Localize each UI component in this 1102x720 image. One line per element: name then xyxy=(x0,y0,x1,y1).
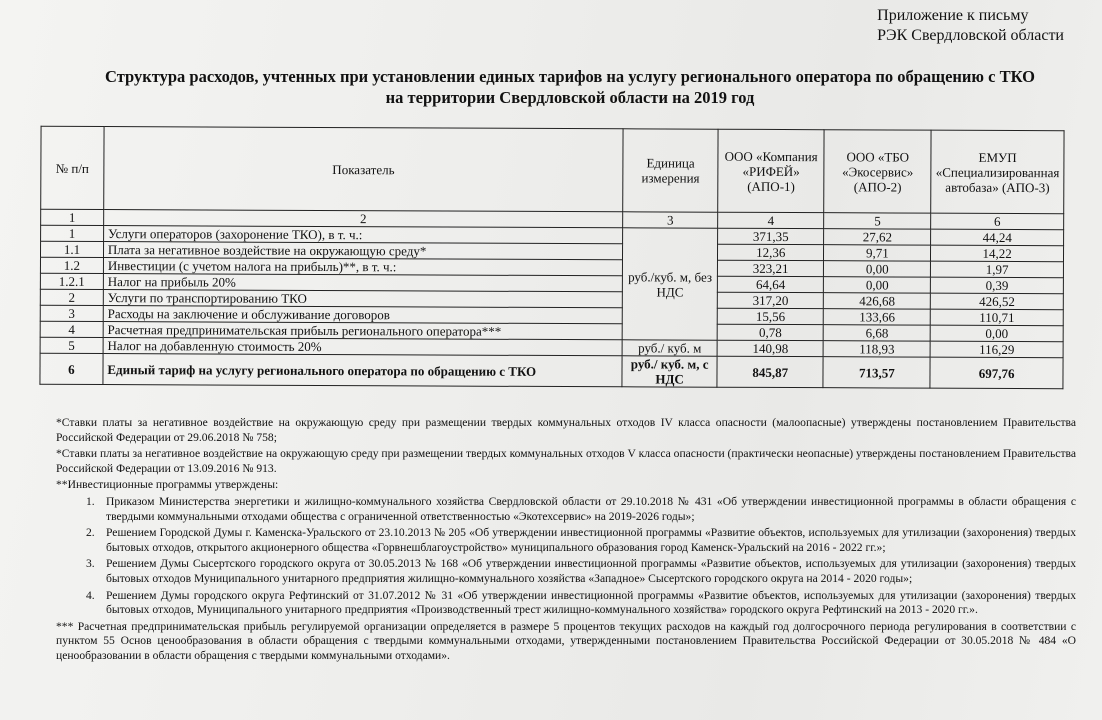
row-num: 2 xyxy=(40,289,103,305)
list-item-number: 1. xyxy=(86,494,95,508)
list-item-number: 4. xyxy=(86,588,95,602)
value-apo2: 6,68 xyxy=(824,325,931,341)
value-apo2: 713,57 xyxy=(823,357,930,388)
value-apo3: 426,52 xyxy=(931,293,1064,310)
value-apo1: 317,20 xyxy=(717,292,823,308)
value-apo3: 1,97 xyxy=(931,261,1064,278)
list-item-number: 2. xyxy=(86,526,95,540)
value-apo2: 9,71 xyxy=(824,245,931,261)
value-apo3: 110,71 xyxy=(931,309,1064,326)
appendix-note xyxy=(877,6,1064,46)
value-apo3: 0,39 xyxy=(931,277,1064,294)
value-apo1: 0,78 xyxy=(717,324,823,340)
value-apo1: 64,64 xyxy=(717,276,823,292)
value-apo1: 323,21 xyxy=(718,260,824,276)
value-apo3: 697,76 xyxy=(930,357,1063,389)
header-indicator: Показатель xyxy=(104,127,624,212)
row-indicator: Плата за негативное воздействие на окружающую среду* xyxy=(103,242,622,260)
value-apo3: 0,00 xyxy=(930,325,1063,342)
row-indicator: Налог на добавленную стоимость 20% xyxy=(103,338,622,356)
row-indicator: Налог на прибыль 20% xyxy=(103,274,622,292)
index-cell: 5 xyxy=(824,213,931,229)
index-cell: 6 xyxy=(931,213,1064,230)
row-unit: руб./ куб. м xyxy=(622,340,717,356)
total-row xyxy=(40,353,1063,388)
footnote-4: *** Расчетная предпринимательская прибыль регулируемой организации определяется в размере 5 процентов текущих расходов на каждый год долгосрочного периода регулирования в соответствии с пунктом 55 Основ ценообразования в области обращения с твердыми коммунальными отходами, утвержденными постановлением Правительства Российской Федерации от 30.05.2018 № 484 «О ценообразовании в области обращения с твердыми коммунальными отходами». xyxy=(56,619,1076,662)
index-cell: 1 xyxy=(41,209,104,225)
row-num: 1.1 xyxy=(40,241,103,257)
row-unit: руб./ куб. м, с НДС xyxy=(622,356,717,387)
value-apo2: 0,00 xyxy=(824,277,931,293)
header-num: № п/п xyxy=(41,126,104,209)
row-num: 1.2 xyxy=(40,257,103,273)
list-item xyxy=(56,589,1076,618)
value-apo3: 116,29 xyxy=(930,341,1063,358)
row-indicator: Услуги по транспортированию ТКО xyxy=(103,290,622,308)
value-apo1: 371,35 xyxy=(718,228,824,244)
value-apo1: 15,56 xyxy=(717,308,823,324)
header-apo2: ООО «ТБО «Экосервис» (АПО-2) xyxy=(824,130,931,213)
appendix-line-1: Приложение к письму xyxy=(877,7,1029,24)
index-cell: 2 xyxy=(104,210,623,228)
list-item xyxy=(56,495,1076,524)
row-indicator: Расходы на заключение и обслуживание договоров xyxy=(103,306,622,324)
value-apo1: 845,87 xyxy=(717,356,823,387)
row-num: 3 xyxy=(40,305,103,321)
index-cell: 3 xyxy=(623,212,718,228)
row-num: 6 xyxy=(40,353,103,384)
list-item-text: Решением Думы Сысертского городского округа от 30.05.2013 № 168 «Об утверждении инвестиционной программы «Развитие объектов, используемых для утилизации (захоронения) твердых бытовых отходов Муниципального унитарного предприятия жилищно-коммунального хозяйства «Западное» Сысертского городского округа на 2014 - 2020 годы»; xyxy=(106,557,1076,585)
footnote-1: *Ставки платы за негативное воздействие на окружающую среду при размещении твердых коммунальных отходов IV класса опасности (малоопасные) утверждены постановлением Правительства Российской Федерации от 29.06.2018 № 758; xyxy=(56,416,1076,444)
row-num: 4 xyxy=(40,321,103,337)
list-item xyxy=(56,557,1076,586)
tariff-table xyxy=(39,126,1064,389)
list-item-text: Приказом Министерства энергетики и жилищно-коммунального хозяйства Свердловской области от 29.10.2018 № 431 «Об утверждении инвестиционной программы в области обращения с твердыми коммунальными отходами общества с ограниченной ответственностью «Экотехсервис» на 2019-2026 годы»; xyxy=(106,494,1076,523)
value-apo2: 133,66 xyxy=(824,309,931,325)
row-indicator: Единый тариф на услугу регионального оператора по обращению с ТКО xyxy=(103,354,622,387)
row-indicator: Расчетная предпринимательская прибыль регионального оператора*** xyxy=(103,322,622,340)
footnotes xyxy=(56,416,1076,666)
row-num: 1 xyxy=(41,225,104,241)
program-list xyxy=(56,495,1076,618)
value-apo3: 44,24 xyxy=(931,229,1064,246)
value-apo2: 27,62 xyxy=(824,229,931,245)
value-apo1: 140,98 xyxy=(717,340,823,356)
document-title: Структура расходов, учтенных при установлении единых тарифов на услугу регионального оператора по обращению с ТКО на территории Свердловской области на 2019 год xyxy=(105,67,1035,107)
appendix-line-2: РЭК Свердловской области xyxy=(877,27,1064,44)
footnote-2: *Ставки платы за негативное воздействие на окружающую среду при размещении твердых коммунальных отходов V класса опасности (практически неопасные) утверждены постановлением Правительства Российской Федерации от 13.09.2016 № 913. xyxy=(56,447,1076,475)
list-item-text: Решением Городской Думы г. Каменска-Уральского от 23.10.2013 № 205 «Об утверждении инвестиционной программы «Развитие объектов, используемых для утилизации (захоронения) твердых бытовых отходов, открытого акционерного общества «Горвнешблагоустройство» муниципального образования город Каменск-Уральский на 2016 - 2022 гг.»; xyxy=(106,526,1076,554)
row-indicator: Инвестиции (с учетом налога на прибыль)**, в т. ч.: xyxy=(103,258,622,276)
value-apo2: 0,00 xyxy=(824,261,931,277)
header-apo3: ЕМУП «Специализированная автобаза» (АПО-3) xyxy=(931,130,1064,214)
unit-merged: руб./куб. м, без НДС xyxy=(622,228,717,340)
table-header-row xyxy=(41,126,1064,213)
header-apo1: ООО «Компания «РИФЕЙ» (АПО-1) xyxy=(718,129,825,212)
value-apo2: 426,68 xyxy=(824,293,931,309)
row-num: 5 xyxy=(40,337,103,353)
row-num: 1.2.1 xyxy=(40,273,103,289)
list-item-text: Решением Думы городского округа Рефтинский от 31.07.2012 № 31 «Об утверждении инвестиционной программы «Развитие объектов, используемых для утилизации (захоронения) твердых бытовых отходов, Муниципального унитарного предприятия «Производственный трест жилищно-коммунального хозяйства» городского округа Рефтинский на 2013 - 2020 гг.». xyxy=(106,588,1076,617)
value-apo1: 12,36 xyxy=(718,244,824,260)
list-item xyxy=(56,526,1076,555)
list-item-number: 3. xyxy=(86,557,95,571)
footnote-3: **Инвестиционные программы утверждены: xyxy=(56,478,279,492)
value-apo2: 118,93 xyxy=(823,341,930,357)
index-cell: 4 xyxy=(718,212,824,228)
row-indicator: Услуги операторов (захоронение ТКО), в т. ч.: xyxy=(103,226,622,244)
value-apo3: 14,22 xyxy=(931,245,1064,262)
header-unit: Единица измерения xyxy=(623,129,718,212)
